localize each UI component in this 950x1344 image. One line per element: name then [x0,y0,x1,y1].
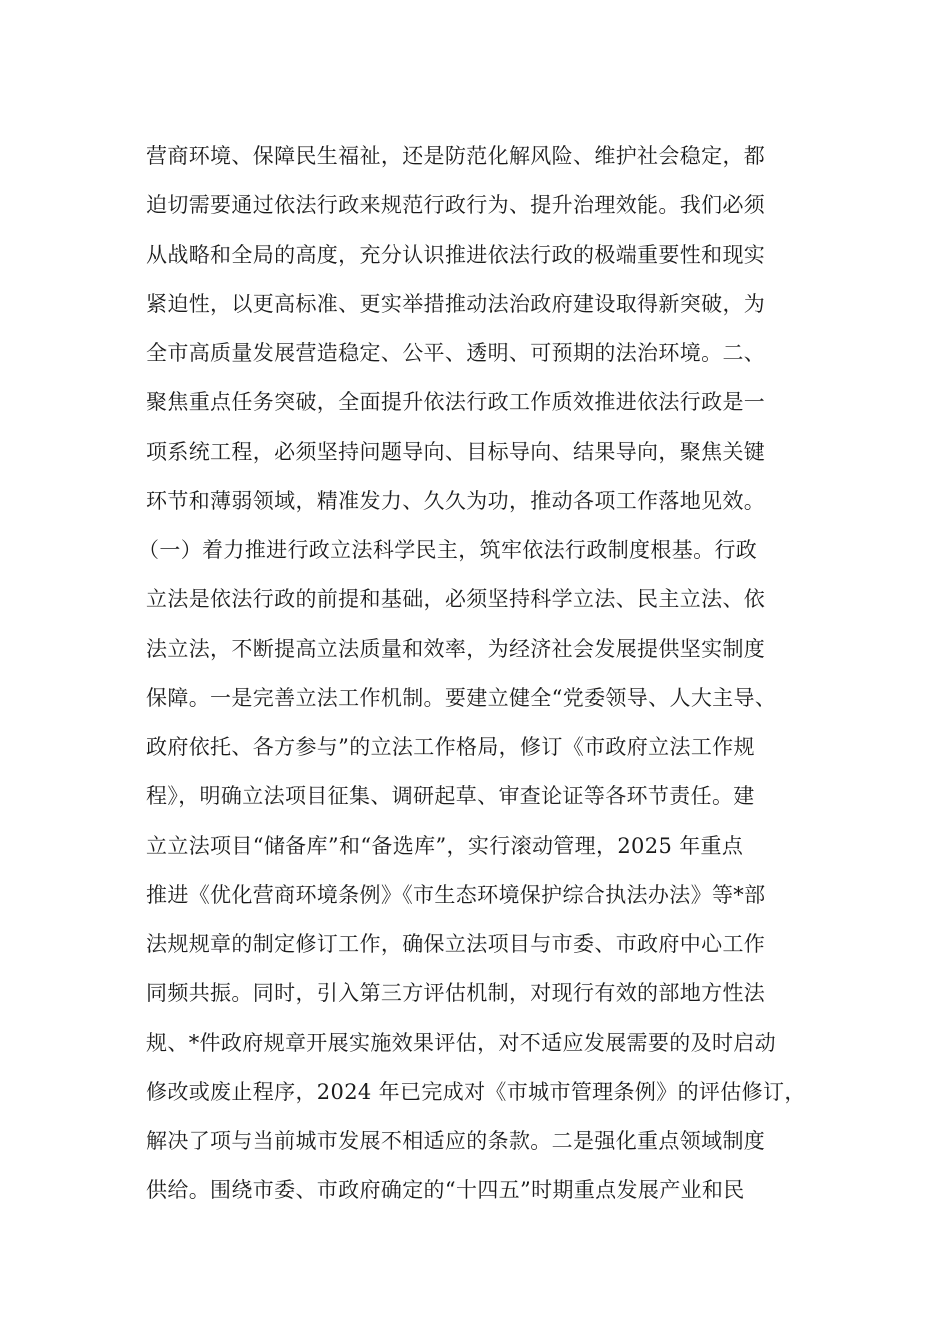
text-line: 立立法项目“储备库”和“备选库”，实行滚动管理，2025 年重点 [146,833,744,858]
text-line: 紧迫性，以更高标准、更实举措推动法治政府建设取得新突破，为 [146,291,766,316]
text-line: 修改或废止程序，2024 年已完成对《市城市管理条例》的评估修订， [146,1079,806,1104]
text-line: 从战略和全局的高度，充分认识推进依法行政的极端重要性和现实 [146,242,766,267]
text-line: 程》，明确立法项目征集、调研起草、审查论证等各环节责任。建 [146,784,755,809]
section-heading-line: （一）着力推进行政立法科学民主，筑牢依法行政制度根基。行政 [138,538,758,562]
text-line: 聚焦重点任务突破，全面提升依法行政工作质效推进依法行政是一 [146,390,766,415]
text-line: 项系统工程，必须坚持问题导向、目标导向、结果导向，聚焦关键 [146,439,766,464]
text-line: 环节和薄弱领域，精准发力、久久为功，推动各项工作落地见效。 [146,488,766,513]
text-line: 供给。围绕市委、市政府确定的“十四五”时期重点发展产业和民 [146,1178,745,1203]
text-line: 全市高质量发展营造稳定、公平、透明、可预期的法治环境。二、 [146,341,766,365]
text-line: 解决了项与当前城市发展不相适应的条款。二是强化重点领域制度 [146,1129,766,1153]
text-line: 保障。一是完善立法工作机制。要建立健全“党委领导、人大主导、 [146,685,777,710]
text-line: 同频共振。同时，引入第三方评估机制，对现行有效的部地方性法 [146,981,766,1006]
text-line: 法规规章的制定修订工作，确保立法项目与市委、市政府中心工作 [146,932,766,956]
text-line: 推进《优化营商环境条例》《市生态环境保护综合执法办法》等*部 [146,882,766,907]
text-line: 规、*件政府规章开展实施效果评估，对不适应发展需要的及时启动 [146,1030,776,1055]
document-body [138,132,826,1216]
text-line: 营商环境、保障民生福祉，还是防范化解风险、维护社会稳定，都 [146,144,766,168]
text-line: 法立法，不断提高立法质量和效率，为经济社会发展提供坚实制度 [146,636,766,661]
text-line: 政府依托、各方参与”的立法工作格局，修订《市政府立法工作规 [146,735,755,759]
text-line: 迫切需要通过依法行政来规范行政行为、提升治理效能。我们必须 [146,193,766,218]
text-line: 立法是依法行政的前提和基础，必须坚持科学立法、民主立法、依 [146,587,766,612]
